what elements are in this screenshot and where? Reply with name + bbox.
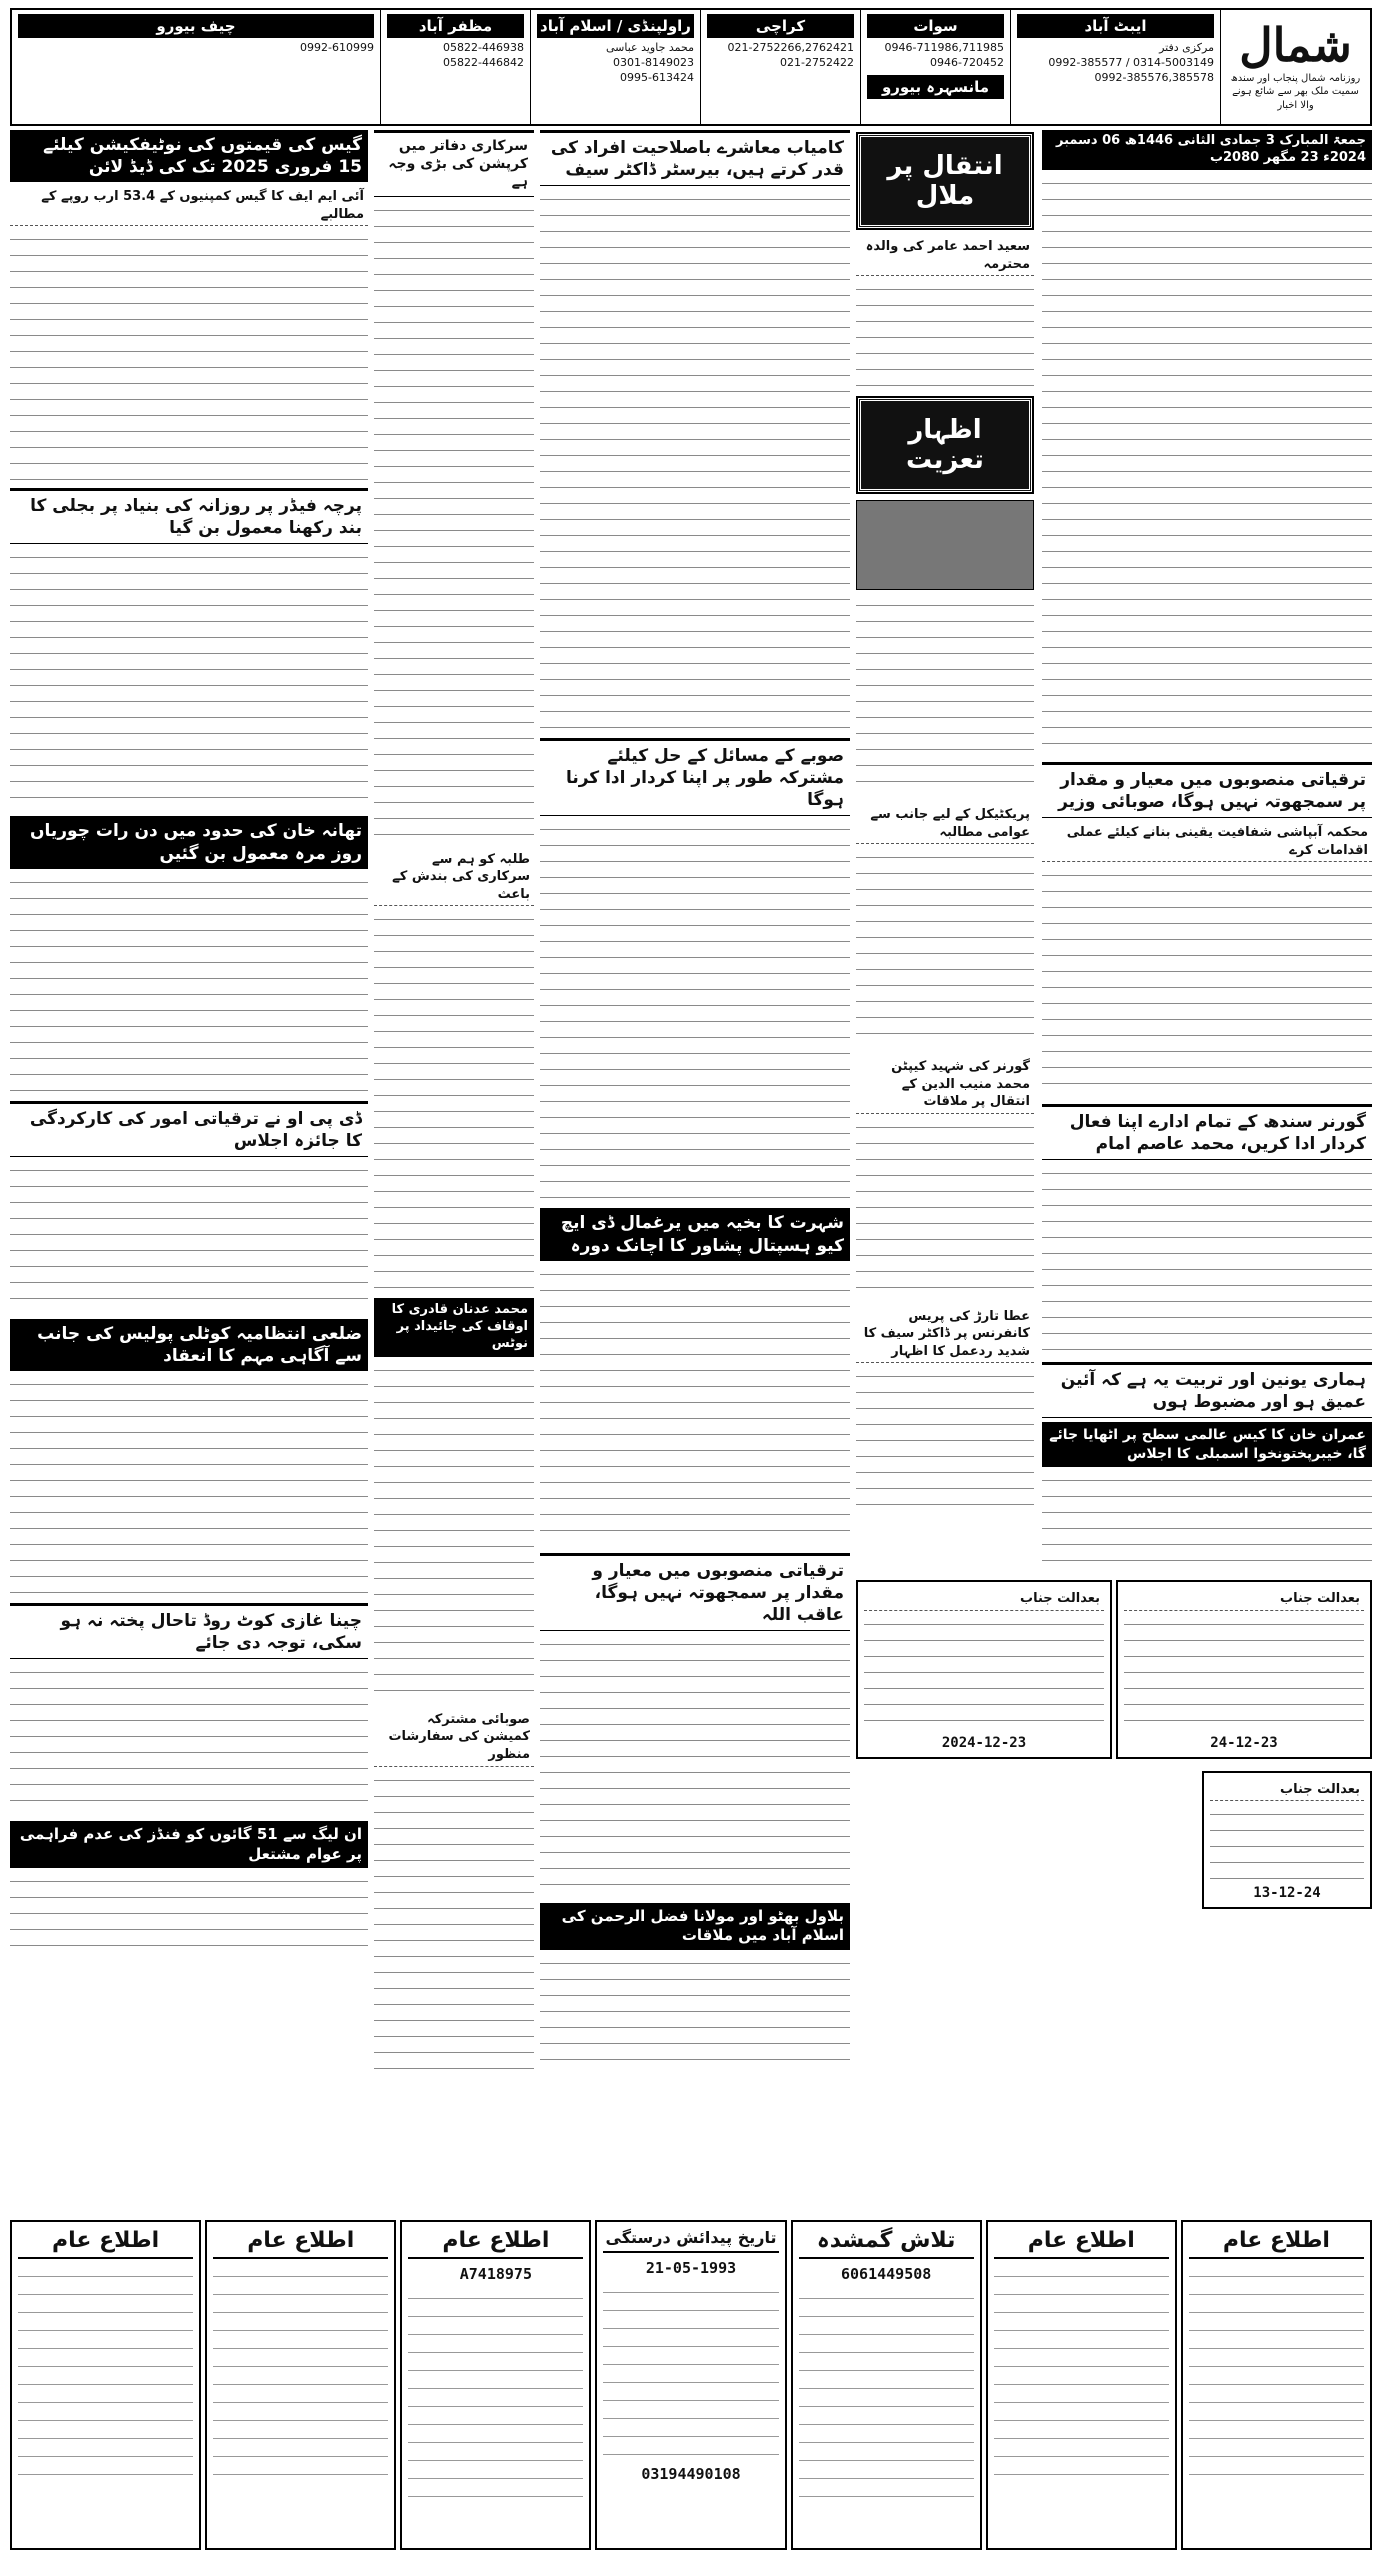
office-box-chief-bureau — [12, 10, 380, 124]
headline-3: تھانہ خان کی حدود میں دن رات چوریاں روز مرہ معمول بن گئیں — [10, 816, 368, 868]
notice-date: 24-12-23 — [1210, 1734, 1278, 1751]
notice-date: 13-12-24 — [1253, 1885, 1321, 1902]
classified-ad — [10, 2220, 201, 2550]
office-phone: 021-2752266,2762421 — [727, 41, 854, 55]
headline-1: ترقیاتی منصوبوں میں معیار و مقدار پر سمجھوتہ نہیں ہوگا، صوبائی وزیر — [1042, 762, 1372, 818]
ad-body — [213, 2265, 388, 2485]
office-city: مظفر آباد — [387, 14, 524, 38]
ad-title: اطلاع عام — [994, 2228, 1169, 2259]
story-body-7 — [10, 1872, 368, 1952]
subheadline-3: گورنر کی شہید کیپٹن محمد منیب الدین کے انتقال پر ملاقات — [856, 1056, 1034, 1114]
ad-body — [799, 2287, 974, 2507]
office-phone: 05822-446938 — [443, 41, 524, 55]
story-body-1 — [1042, 866, 1372, 1096]
office-phone2: 0995-613424 — [620, 70, 694, 84]
headline-2: پرچہ فیڈر پر روزانہ کی بنیاد پر بجلی کا بند رکھنا معمول بن گیا — [10, 488, 368, 544]
obituary-body — [856, 280, 1034, 390]
office-box-muzaffarabad — [380, 10, 530, 124]
headline-7: ان لیگ سے 51 گائوں کو فنڈز کی عدم فراہمی پر عوام مشتعل — [10, 1821, 368, 1868]
masthead — [10, 8, 1372, 126]
subheadline-3: صوبائی مشترکہ کمیشن کی سفارشات منظور — [374, 1709, 534, 1767]
ad-title: اطلاع عام — [213, 2228, 388, 2259]
ad-body — [603, 2281, 778, 2461]
story-body-4 — [374, 1771, 534, 2071]
story-body-1 — [374, 201, 534, 841]
story-body-4 — [856, 1367, 1034, 1517]
story-body-2 — [374, 910, 534, 1290]
column-1 — [1042, 130, 1372, 1570]
office-city: کراچی — [707, 14, 854, 38]
office-city: مانسہرہ بیورو — [867, 75, 1004, 99]
story-body-2 — [1042, 1164, 1372, 1354]
office-box-karachi — [700, 10, 860, 124]
lead-story-body — [1042, 174, 1372, 754]
notice-body — [864, 1615, 1104, 1735]
column-2 — [856, 130, 1034, 1570]
office-city: سوات — [867, 14, 1004, 38]
classified-ads — [10, 2220, 1372, 2550]
condolence-photo — [856, 500, 1034, 590]
ad-body — [994, 2265, 1169, 2485]
ad-number: 6061449508 — [840, 2265, 932, 2283]
ad-body — [408, 2287, 583, 2507]
notice-body — [1210, 1805, 1364, 1885]
office-label: محمد جاوید عباسی — [605, 41, 694, 55]
headline-5: ضلعی انتظامیہ کوٹلی پولیس کی جانب سے آگاہی مہم کا انعقاد — [10, 1319, 368, 1371]
headline-3: ہماری یونین اور تربیت یہ ہے کہ آئین عمیق ہو اور مضبوط ہوں — [1042, 1362, 1372, 1418]
office-phone: 0301-8149023 — [613, 56, 694, 70]
notice-title: بعدالت جناب — [1210, 1779, 1364, 1802]
subheadline-1: طلبہ کو ہم سے سرکاری کی بندش کے باعث — [374, 849, 534, 907]
office-label: مرکزی دفتر — [1159, 41, 1214, 55]
story-body-3 — [374, 1361, 534, 1701]
office-phone: 0314-5003149 / 0992-385577 — [1048, 56, 1214, 70]
office-phone2: 021-2752422 — [780, 56, 854, 70]
court-notices — [856, 1580, 1372, 2100]
notice-body — [1124, 1615, 1364, 1735]
classified-ad — [400, 2220, 591, 2550]
ad-body — [1189, 2265, 1364, 2485]
office-city: چیف بیورو — [18, 14, 374, 38]
office-box-abbottabad — [1010, 10, 1220, 124]
story-body-6 — [10, 1663, 368, 1813]
condolence-body — [856, 596, 1034, 796]
logo-text: شمال — [1239, 17, 1352, 72]
column-3 — [540, 130, 850, 2090]
subheadline-2: محمد عدنان قادری کا اوقاف کی جائیداد پر نوٹس — [374, 1298, 534, 1357]
headline-6: چینا غازی کوٹ روڈ تاحال پختہ نہ ہو سکی، توجہ دی جائے — [10, 1603, 368, 1659]
story-body-2 — [540, 820, 850, 1200]
subheadline-2: پریکٹیکل کے لیے جانب سے عوامی مطالبہ — [856, 804, 1034, 844]
court-notice — [1202, 1771, 1372, 1910]
story-body-5 — [10, 1375, 368, 1595]
story-body-2 — [10, 548, 368, 808]
headline-1: سرکاری دفاتر میں کرپشن کی بڑی وجہ ہے — [374, 130, 534, 197]
office-phone2: 05822-446842 — [443, 56, 524, 70]
office-phone: 0946-711986,711985 — [884, 41, 1004, 55]
ad-number: 21-05-1993 — [645, 2259, 737, 2277]
office-city: ایبٹ آباد — [1017, 14, 1214, 38]
column-4 — [374, 130, 534, 2090]
column-5 — [10, 130, 368, 2090]
subheadline-1: محکمہ آبپاشی شفافیت یقینی بنانے کیلئے عملی اقدامات کرے — [1042, 822, 1372, 862]
classified-ad — [986, 2220, 1177, 2550]
obituary-banner: انتقال پر ملال — [858, 134, 1032, 228]
classified-ad — [1181, 2220, 1372, 2550]
office-phone2: 0946-720452 — [930, 56, 1004, 70]
ad-title: اطلاع عام — [408, 2228, 583, 2259]
office-phone2: 0992-385576,385578 — [1094, 70, 1214, 84]
story-body-4 — [1042, 1471, 1372, 1570]
subheadline-1: آئی ایم ایف کا گیس کمپنیوں کے 53.4 ارب روپے کے مطالبے — [10, 186, 368, 226]
tagline: روزنامہ شمال پنجاب اور سندھ سمیت ملک بھر سے شائع ہونے والا اخبار — [1230, 72, 1361, 111]
notice-title: بعدالت جناب — [1124, 1588, 1364, 1611]
dateline: جمعۃ المبارک 3 جمادی الثانی 1446ھ 06 دسمبر 2024ء 23 مگھر 2080ب — [1042, 130, 1372, 170]
story-body-3 — [10, 873, 368, 1093]
office-box-swat — [860, 10, 1010, 124]
notice-title: بعدالت جناب — [864, 1588, 1104, 1611]
office-city: راولپنڈی / اسلام آباد — [537, 14, 694, 38]
story-body-1 — [10, 230, 368, 480]
ad-phone: 03194490108 — [641, 2465, 741, 2483]
story-body-2 — [856, 848, 1034, 1048]
court-notice — [1116, 1580, 1372, 1759]
office-phone: 0992-610999 — [300, 41, 374, 55]
headline-1: کامیاب معاشرے باصلاحیت افراد کی قدر کرتے ہیں، بیرسٹر ڈاکٹر سیف — [540, 130, 850, 186]
headline-4: ترقیاتی منصوبوں میں معیار و مقدار پر سمجھوتہ نہیں ہوگا، عاقب اللہ — [540, 1553, 850, 1631]
ad-title: اطلاع عام — [1189, 2228, 1364, 2259]
story-body-3 — [856, 1118, 1034, 1298]
story-body-3 — [540, 1265, 850, 1545]
headline-2: صوبے کے مسائل کے حل کیلئے مشترکہ طور پر اپنا کردار ادا کرنا ہوگا — [540, 738, 850, 816]
ad-number: A7418975 — [459, 2265, 532, 2283]
ad-body — [18, 2265, 193, 2485]
headline-4: عمران خان کا کیس عالمی سطح پر اٹھایا جائے گا، خیبرپختونخوا اسمبلی کا اجلاس — [1042, 1422, 1372, 1466]
logo-box — [1220, 10, 1370, 124]
office-box-rawalpindi — [530, 10, 700, 124]
ad-title: تلاش گمشدہ — [799, 2228, 974, 2259]
ad-title: اطلاع عام — [18, 2228, 193, 2259]
headline-5: بلاول بھٹو اور مولانا فضل الرحمن کی اسلام آباد میں ملاقات — [540, 1903, 850, 1950]
story-body-4 — [10, 1161, 368, 1311]
ad-title: تاریخ پیدائش درستگی — [603, 2228, 778, 2253]
headline-2: گورنر سندھ کے تمام ادارے اپنا فعال کردار ادا کریں، محمد عاصم امام — [1042, 1104, 1372, 1160]
story-body-1 — [540, 190, 850, 730]
headline-4: ڈی پی او نے ترقیاتی امور کی کارکردگی کا جائزہ اجلاس — [10, 1101, 368, 1157]
condolence-banner: اظہار تعزیت — [858, 398, 1032, 492]
obituary-sub: سعید احمد عامر کی والدہ محترمہ — [856, 236, 1034, 276]
notice-date: 2024-12-23 — [941, 1734, 1027, 1751]
story-body-5 — [540, 1954, 850, 2074]
classified-ad — [791, 2220, 982, 2550]
story-body-4 — [540, 1635, 850, 1895]
classified-ad — [595, 2220, 786, 2550]
classified-ad — [205, 2220, 396, 2550]
headline-3: شہرت کا بخیہ میں یرغمال ڈی ایچ کیو ہسپتال پشاور کا اچانک دورہ — [540, 1208, 850, 1260]
court-notice — [856, 1580, 1112, 1759]
headline-1: گیس کی قیمتوں کی نوٹیفکیشن کیلئے 15 فروری 2025 تک کی ڈیڈ لائن — [10, 130, 368, 182]
subheadline-4: عطا تارڑ کی پریس کانفرنس پر ڈاکٹر سیف کا شدید ردعمل کا اظہار — [856, 1306, 1034, 1364]
